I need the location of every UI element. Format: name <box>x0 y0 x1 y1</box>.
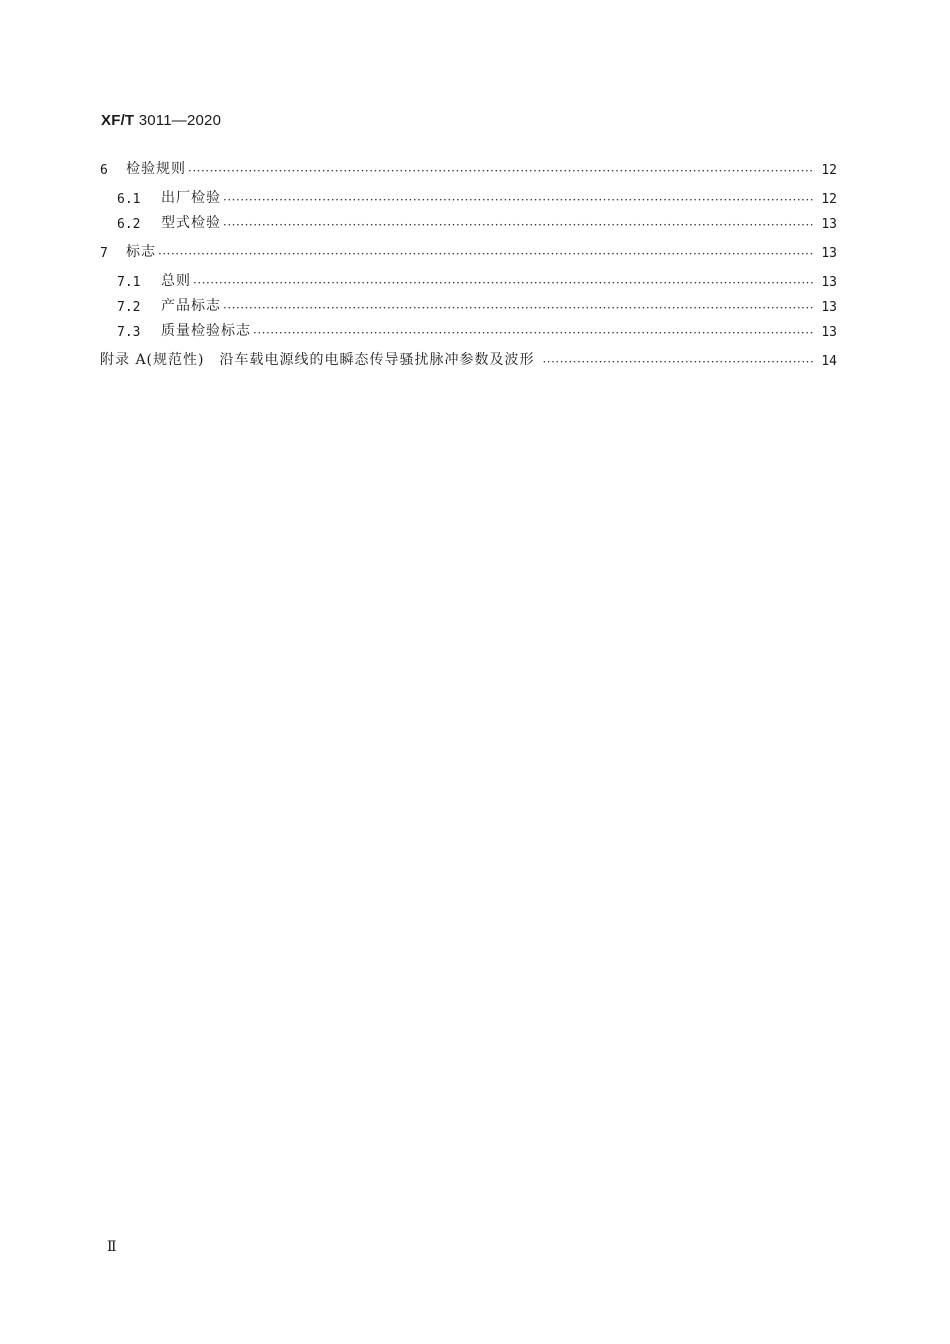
toc-entry-number: 7.3 <box>117 325 141 340</box>
page-number-footer: Ⅱ <box>107 1239 117 1255</box>
toc-entry-6-1[interactable] <box>100 183 837 207</box>
toc-entry-page: 13 <box>821 325 837 340</box>
toc-dot-leader <box>188 164 815 178</box>
toc-entry-6[interactable] <box>100 154 837 178</box>
toc-entry-7-2[interactable] <box>100 291 837 315</box>
toc-entry-title: 质量检验标志 <box>161 323 251 339</box>
toc-entry-page: 12 <box>821 192 837 207</box>
toc-dot-leader <box>223 193 815 207</box>
toc-entry-title: 产品标志 <box>161 298 221 314</box>
standard-code-number: 3011—2020 <box>138 112 222 129</box>
toc-dot-leader <box>253 326 815 340</box>
toc-entry-annex-a[interactable] <box>100 345 837 369</box>
toc-entry-page: 14 <box>821 354 837 369</box>
toc-entry-7[interactable] <box>100 237 837 261</box>
toc-entry-title: 附录 A(规范性) 沿车载电源线的电瞬态传导骚扰脉冲参数及波形 <box>100 352 535 368</box>
toc-dot-leader <box>542 355 815 369</box>
toc-entry-page: 13 <box>821 300 837 315</box>
toc-entry-page: 12 <box>821 163 837 178</box>
toc-entry-page: 13 <box>821 246 837 261</box>
toc-dot-leader <box>223 301 815 315</box>
toc-entry-title: 检验规则 <box>126 161 186 177</box>
toc-dot-leader <box>158 247 815 261</box>
toc-entry-number: 7.2 <box>117 300 141 315</box>
toc-entry-title: 型式检验 <box>161 215 221 231</box>
toc-entry-7-1[interactable] <box>100 266 837 290</box>
toc-entry-number: 7.1 <box>117 275 141 290</box>
toc-entry-7-3[interactable] <box>100 316 837 340</box>
toc-entry-title: 出厂检验 <box>161 190 221 206</box>
toc-entry-page: 13 <box>821 217 837 232</box>
toc-entry-title: 标志 <box>126 244 156 260</box>
standard-code <box>101 112 221 129</box>
toc-entry-title: 总则 <box>161 273 191 289</box>
toc-dot-leader <box>193 276 815 290</box>
toc-entry-number: 6.1 <box>117 192 141 207</box>
toc-entry-page: 13 <box>821 275 837 290</box>
toc-entry-6-2[interactable] <box>100 208 837 232</box>
toc-entry-number: 6.2 <box>117 217 141 232</box>
standard-code-prefix: XF/T <box>101 112 135 129</box>
toc-entry-number: 7 <box>100 246 108 261</box>
toc-dot-leader <box>223 218 815 232</box>
toc-entry-number: 6 <box>100 163 108 178</box>
